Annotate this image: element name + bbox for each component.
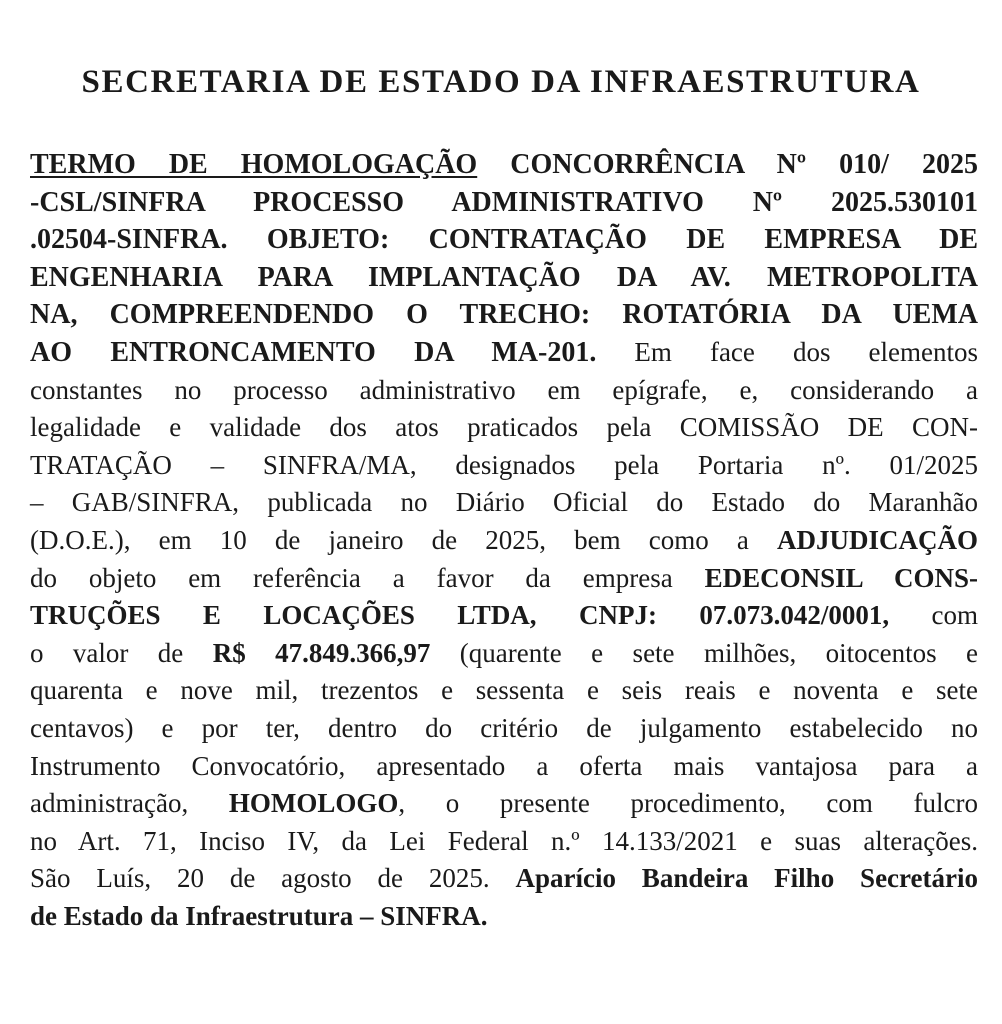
- bold-text-segment: ADJUDICAÇÃO: [777, 524, 978, 555]
- text-segment: TRATAÇÃO – SINFRA/MA, designados pela Portaria nº. 01/2025: [30, 449, 978, 480]
- text-line: [30, 860, 978, 898]
- text-segment: do objeto em referência a favor da empresa: [30, 562, 705, 593]
- text-segment: legalidade e validade dos atos praticados pela COMISSÃO DE CON-: [30, 412, 978, 443]
- bold-text-segment: TRUÇÕES E LOCAÇÕES LTDA, CNPJ: 07.073.042/0001,: [30, 600, 890, 631]
- text-line: [30, 597, 978, 635]
- text-line: [30, 221, 978, 259]
- bold-text-segment: Aparício Bandeira Filho Secretário: [515, 863, 978, 894]
- text-line: [30, 146, 978, 184]
- text-segment: administração,: [30, 788, 229, 819]
- text-segment: – GAB/SINFRA, publicada no Diário Oficial do Estado do Maranhão: [30, 487, 978, 518]
- text-line: [30, 259, 978, 297]
- text-line: [30, 522, 978, 560]
- document-heading: SECRETARIA DE ESTADO DA INFRAESTRUTURA: [81, 64, 921, 100]
- bold-text-segment: EDECONSIL CONS-: [704, 562, 978, 593]
- text-segment: constantes no processo administrativo em epígrafe, e, considerando a: [30, 374, 978, 405]
- text-line: [30, 560, 978, 598]
- text-segment: Em face dos elementos: [596, 336, 978, 367]
- bold-text-segment: CONCORRÊNCIA Nº 010/ 2025: [477, 149, 978, 180]
- text-segment: (D.O.E.), em 10 de janeiro de 2025, bem como a: [30, 524, 777, 555]
- text-line: [30, 484, 978, 522]
- bold-text-segment: -CSL/SINFRA PROCESSO ADMINISTRATIVO Nº 2025.530101: [30, 186, 978, 218]
- bold-text-segment: AO ENTRONCAMENTO DA MA-201.: [30, 336, 597, 368]
- text-segment: Instrumento Convocatório, apresentado a oferta mais vantajosa para a: [30, 750, 978, 781]
- text-line: [30, 748, 978, 786]
- text-line: [30, 823, 978, 861]
- text-segment: quarenta e nove mil, trezentos e sessenta e seis reais e noventa e sete: [30, 675, 978, 706]
- text-segment: centavos) e por ter, dentro do critério de julgamento estabelecido no: [30, 712, 978, 743]
- text-segment: no Art. 71, Inciso IV, da Lei Federal n.º 14.133/2021 e suas alterações.: [30, 825, 978, 856]
- text-line: [30, 184, 978, 222]
- text-line: [30, 409, 978, 447]
- bold-text-segment: R$ 47.849.366,97: [212, 637, 431, 668]
- bold-text-segment: ENGENHARIA PARA IMPLANTAÇÃO DA AV. METROPOLITA: [30, 261, 978, 293]
- bold-text-segment: NA, COMPREENDENDO O TRECHO: ROTATÓRIA DA UEMA: [30, 299, 978, 331]
- text-segment: com: [889, 600, 978, 631]
- text-segment: (quarente e sete milhões, oitocentos e: [430, 637, 978, 668]
- document-body-text: [30, 146, 978, 935]
- text-line: [30, 785, 978, 823]
- text-line: [30, 447, 978, 485]
- bold-text-segment: .02504-SINFRA. OBJETO: CONTRATAÇÃO DE EMPRESA DE: [30, 224, 978, 256]
- text-line: [30, 672, 978, 710]
- bold-text-segment: TERMO DE HOMOLOGAÇÃO: [30, 149, 478, 180]
- text-line: [30, 372, 978, 410]
- bold-text-segment: de Estado da Infraestrutura – SINFRA.: [30, 900, 488, 931]
- text-line: [30, 710, 978, 748]
- text-line: [30, 334, 978, 372]
- text-line: [30, 296, 978, 334]
- bold-text-segment: HOMOLOGO: [228, 788, 399, 819]
- text-segment: o valor de: [30, 637, 213, 668]
- text-segment: , o presente procedimento, com fulcro: [398, 788, 978, 819]
- text-line: [30, 635, 978, 673]
- text-segment: São Luís, 20 de agosto de 2025.: [30, 863, 516, 894]
- text-line: [30, 898, 978, 936]
